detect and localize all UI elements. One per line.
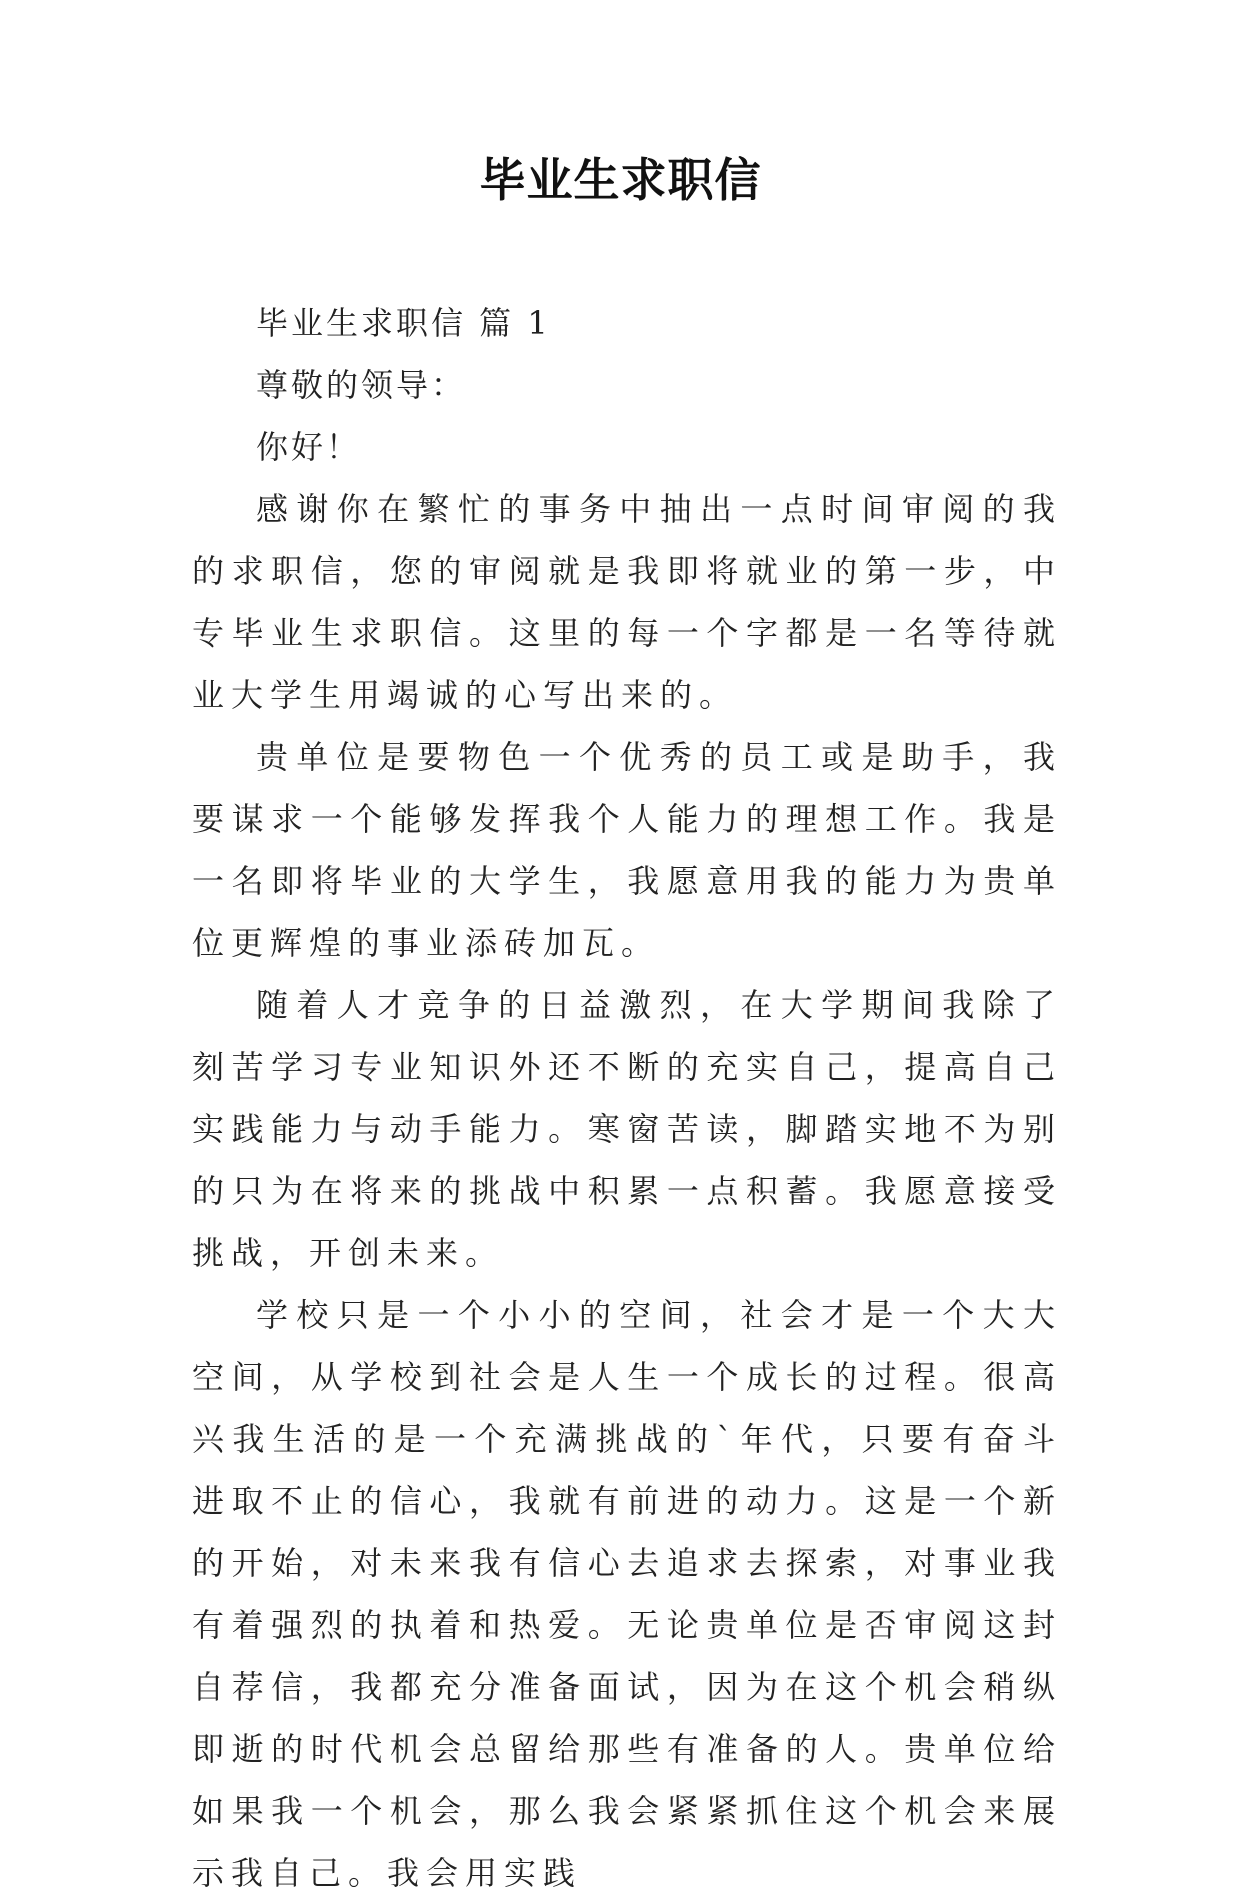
- body-paragraph: 随着人才竞争的日益激烈，在大学期间我除了刻苦学习专业知识外还不断的充实自己，提高自己实践能力与动手能力。寒窗苦读，脚踏实地不为别的只为在将来的挑战中积累一点积蓄。我愿意接受挑战，开创未来。: [192, 986, 1062, 1272]
- body-paragraph: 学校只是一个小小的空间，社会才是一个大大空间，从学校到社会是人生一个成长的过程。很高兴我生活的是一个充满挑战的`年代，只要有奋斗进取不止的信心，我就有前进的动力。这是一个新的开始，对未来我有信心去追求去探索，对事业我有着强烈的执着和热爱。无论贵单位是否审阅这封自荐信，我都充分准备面试，因为在这个机会稍纵即逝的时代机会总留给那些有准备的人。贵单位给如果我一个机会，那么我会紧紧抓住这个机会来展示我自己。我会用实践: [192, 1296, 1062, 1892]
- body-paragraph: 感谢你在繁忙的事务中抽出一点时间审阅的我的求职信，您的审阅就是我即将就业的第一步，中专毕业生求职信。这里的每一个字都是一名等待就业大学生用竭诚的心写出来的。: [192, 490, 1062, 714]
- body-paragraph: 贵单位是要物色一个优秀的员工或是助手，我要谋求一个能够发挥我个人能力的理想工作。我是一名即将毕业的大学生，我愿意用我的能力为贵单位更辉煌的事业添砖加瓦。: [192, 738, 1062, 962]
- document-title: 毕业生求职信: [479, 153, 762, 207]
- greeting: 你好！: [256, 428, 362, 466]
- section-heading: 毕业生求职信 篇 1: [256, 304, 551, 342]
- document-body: [192, 292, 1062, 1904]
- salutation: 尊敬的领导：: [256, 366, 467, 404]
